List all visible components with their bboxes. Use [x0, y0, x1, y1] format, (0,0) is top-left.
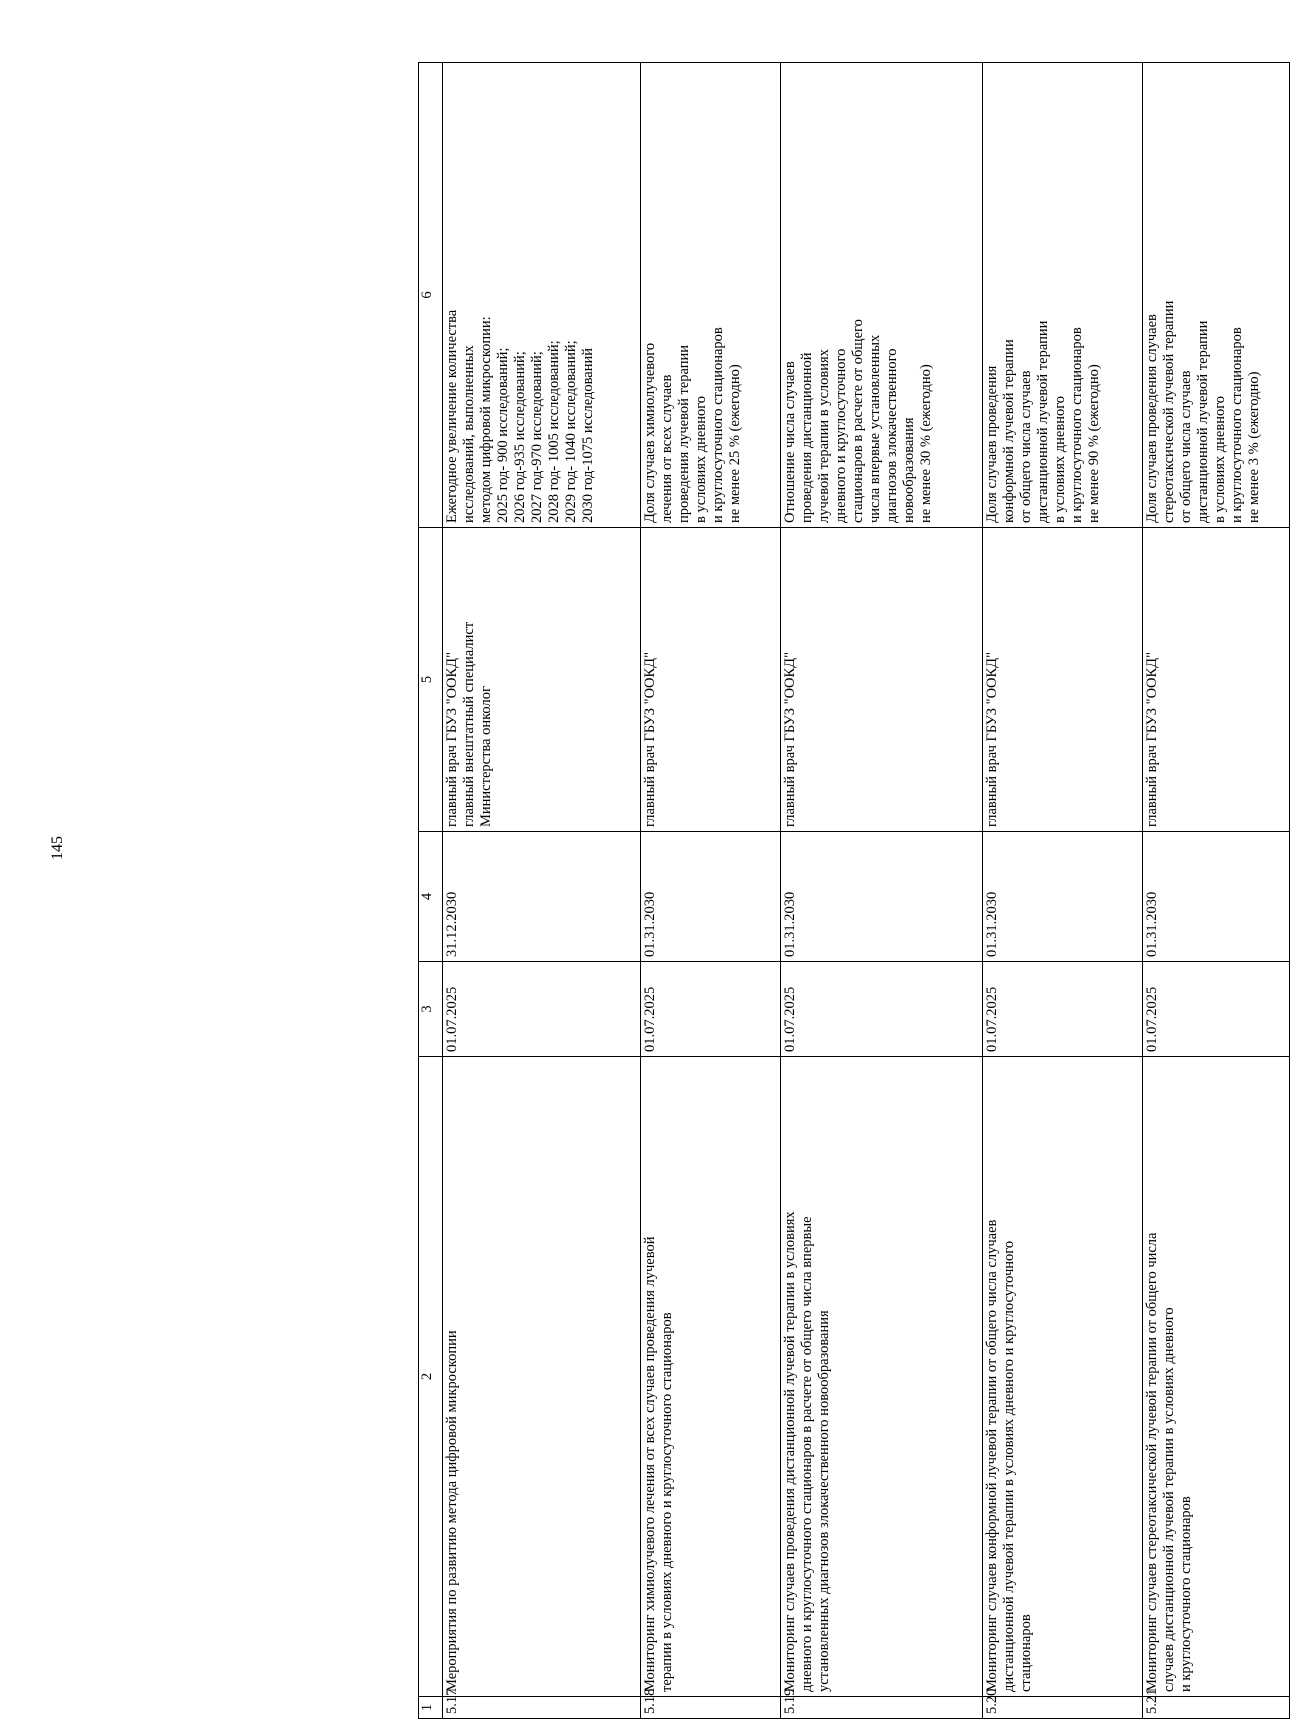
text-line: 2029 год- 1040 исследований;: [562, 340, 579, 523]
text-line: Мониторинг случаев проведения дистанционной лучевой терапии в условиях: [782, 1211, 799, 1692]
expected-result-cell: [1142, 63, 1289, 528]
table-row: [983, 63, 1143, 1719]
responsible-cell: [1142, 528, 1289, 832]
start-date-cell: 01.07.2025: [983, 962, 1143, 1057]
text-line: не менее 90 % (ежегодно): [1086, 364, 1103, 523]
text-line: главный врач ГБУЗ "ООКД": [443, 652, 460, 827]
header-cell: 3: [419, 962, 443, 1057]
text-line: 2025 год- 900 исследований;: [494, 347, 511, 523]
text-line: Доля случаев проведения: [984, 365, 1001, 523]
responsible-cell: [442, 528, 640, 832]
text-line: главный врач ГБУЗ "ООКД": [782, 652, 799, 827]
text-line: 2028 год- 1005 исследований;: [545, 340, 562, 523]
end-date-cell: 01.31.2030: [1142, 832, 1289, 962]
text-line: от общего числа случаев: [1018, 370, 1035, 523]
header-cell: 5: [419, 528, 443, 832]
end-date-cell: 01.31.2030: [640, 832, 780, 962]
text-line: проведения дистанционной: [799, 352, 816, 523]
text-line: не менее 30 % (ежегодно): [918, 364, 935, 523]
text-line: исследований, выполненных: [460, 345, 477, 523]
page-number: 145: [49, 836, 66, 860]
text-line: терапии в условиях дневного и круглосуточного стационаров: [658, 1312, 675, 1692]
text-line: Мониторинг химиолучевого лечения от всех случаев проведения лучевой: [641, 1236, 658, 1692]
text-line: и круглосуточного стационаров: [709, 327, 726, 523]
text-line: стационаров: [1018, 1614, 1035, 1692]
expected-result-cell: [781, 63, 983, 528]
text-line: главный врач ГБУЗ "ООКД": [984, 652, 1001, 827]
measures-table: [418, 62, 1290, 1719]
text-line: проведения лучевой терапии: [675, 344, 692, 523]
text-line: главный врач ГБУЗ "ООКД": [641, 652, 658, 827]
header-cell: 2: [419, 1057, 443, 1697]
text-line: Доля случаев проведения случаев: [1143, 314, 1160, 523]
table-row: [442, 63, 640, 1719]
table-row: [781, 63, 983, 1719]
text-line: стационаров в расчете от общего: [850, 319, 867, 523]
text-line: 2027 год-970 исследований;: [528, 351, 545, 523]
table-row: [640, 63, 780, 1719]
text-line: Доля случаев химиолучевого: [641, 342, 658, 523]
responsible-cell: [640, 528, 780, 832]
text-line: не менее 25 % (ежегодно): [726, 364, 743, 523]
text-line: главный врач ГБУЗ "ООКД": [1143, 652, 1160, 827]
text-line: от общего числа случаев: [1177, 370, 1194, 523]
start-date-cell: 01.07.2025: [640, 962, 780, 1057]
measure-name-cell: [781, 1057, 983, 1697]
header-cell: 4: [419, 832, 443, 962]
text-line: Ежегодное увеличение количества: [443, 309, 460, 523]
text-line: числа впервые установленных: [867, 334, 884, 523]
text-line: дистанционной лучевой терапии в условиях дневного и круглосуточного: [1001, 1240, 1018, 1692]
text-line: 2026 год-935 исследований;: [511, 351, 528, 523]
text-line: диагнозов злокачественного: [884, 348, 901, 523]
responsible-cell: [983, 528, 1143, 832]
text-line: новообразования: [901, 417, 918, 523]
start-date-cell: 01.07.2025: [781, 962, 983, 1057]
measure-name-cell: [442, 1057, 640, 1697]
measure-name-cell: [640, 1057, 780, 1697]
text-line: и круглосуточного стационаров: [1228, 327, 1245, 523]
text-line: в условиях дневного: [692, 395, 709, 523]
row-number-cell: 5.19: [781, 1697, 983, 1719]
text-line: Министерства онколог: [477, 686, 494, 827]
text-line: 2030 год-1075 исследований: [579, 348, 596, 523]
header-cell: 1: [419, 1697, 443, 1719]
text-line: главный внештатный специалист: [460, 621, 477, 827]
row-number-cell: 5.21: [1142, 1697, 1289, 1719]
row-number-cell: 5.18: [640, 1697, 780, 1719]
text-line: в условиях дневного: [1052, 395, 1069, 523]
responsible-cell: [781, 528, 983, 832]
text-line: дистанционной лучевой терапии: [1194, 320, 1211, 523]
row-number-cell: 5.17: [442, 1697, 640, 1719]
text-line: Мониторинг случаев стереотаксической лучевой терапии от общего числа: [1143, 1232, 1160, 1692]
text-line: лучевой терапии в условиях: [816, 349, 833, 523]
end-date-cell: 01.31.2030: [983, 832, 1143, 962]
end-date-cell: 31.12.2030: [442, 832, 640, 962]
text-line: Мониторинг случаев конформной лучевой терапии от общего числа случаев: [984, 1219, 1001, 1692]
end-date-cell: 01.31.2030: [781, 832, 983, 962]
text-line: дистанционной лучевой терапии: [1035, 320, 1052, 523]
text-line: не менее 3 % (ежегодно): [1245, 371, 1262, 523]
expected-result-cell: [442, 63, 640, 528]
text-line: дневного и круглосуточного стационаров в расчете от общего числа впервые: [799, 1216, 816, 1692]
text-line: в условиях дневного: [1211, 395, 1228, 523]
text-line: и круглосуточного стационаров: [1069, 327, 1086, 523]
text-line: дневного и круглосуточного: [833, 348, 850, 523]
expected-result-cell: [983, 63, 1143, 528]
text-line: установленных диагнозов злокачественного новообразования: [816, 1310, 833, 1692]
measure-name-cell: [1142, 1057, 1289, 1697]
text-line: и круглосуточного стационаров: [1177, 1496, 1194, 1692]
text-line: случаев дистанционной лучевой терапии в условиях дневного: [1160, 1307, 1177, 1692]
row-number-cell: 5.20: [983, 1697, 1143, 1719]
text-line: лечения от всех случаев: [658, 374, 675, 523]
measure-name-cell: [983, 1057, 1143, 1697]
text-line: конформной лучевой терапии: [1001, 339, 1018, 523]
text-line: методом цифровой микроскопии:: [477, 316, 494, 523]
text-line: Отношение числа случаев: [782, 361, 799, 523]
table-row: [1142, 63, 1289, 1719]
expected-result-cell: [640, 63, 780, 528]
text-line: стереотаксической лучевой терапии: [1160, 300, 1177, 523]
header-cell: 6: [419, 63, 443, 528]
table-header-row: [419, 63, 443, 1719]
start-date-cell: 01.07.2025: [1142, 962, 1289, 1057]
rotated-table-wrapper: [418, 63, 1290, 1719]
start-date-cell: 01.07.2025: [442, 962, 640, 1057]
text-line: Мероприятия по развитию метода цифровой микроскопии: [443, 1330, 460, 1692]
